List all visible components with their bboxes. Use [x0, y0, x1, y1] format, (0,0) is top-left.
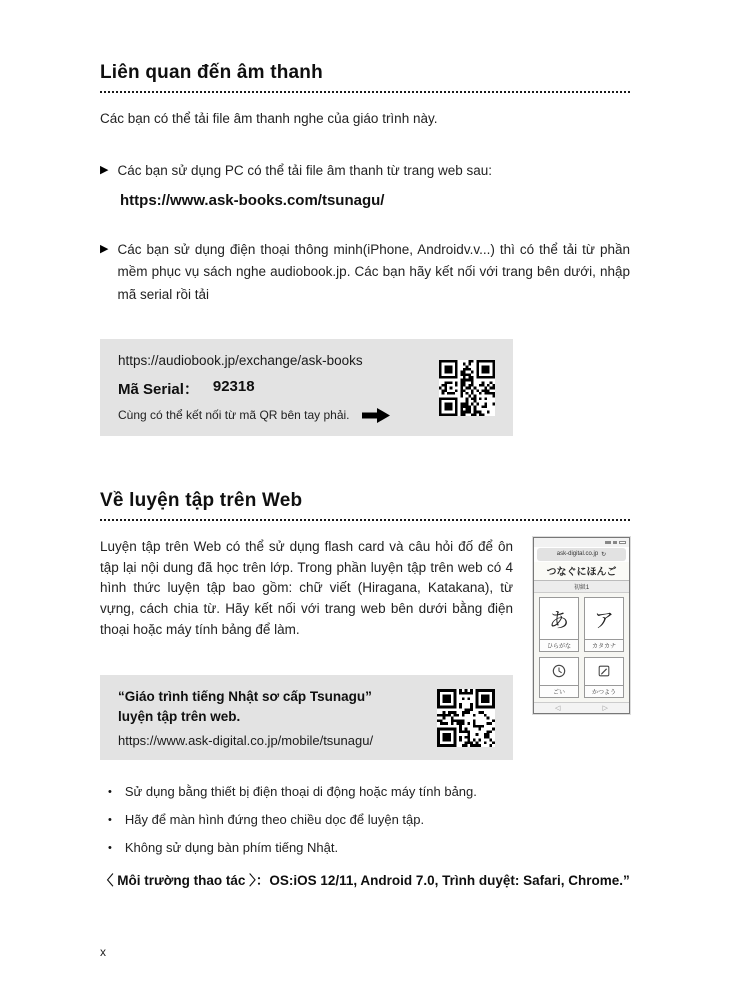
note-text: Hãy để màn hình đứng theo chiều dọc để luyện tập. [124, 812, 425, 828]
battery-icon [619, 541, 626, 544]
phone-status-bar [534, 538, 629, 547]
web-intro-text: Luyện tập trên Web có thể sử dụng flash card và câu hỏi đố để ôn tập lại nội dung đã học trên lớp. Trong phần luyện tập trên web có 4 hình thức luyện tập bao gồm: chữ viết (Hiragana, Katakana), từ vựng, cách chia từ. Hãy kết nối với trang web bên dưới bằng điện thoại hoặc máy tính bảng để làm. [100, 538, 513, 638]
dot-bullet-icon: • [108, 786, 112, 799]
web-practice-title-line2: luyện tập trên web. [118, 708, 241, 724]
back-icon: ◁ [555, 704, 561, 712]
forward-icon: ▷ [602, 704, 608, 712]
audio-bullet-smartphone [100, 239, 630, 307]
hiragana-glyph: あ [549, 609, 569, 632]
pencil-icon [585, 658, 623, 685]
audio-bullet-pc [100, 160, 630, 183]
phone-level-label: 初級1 [534, 581, 629, 593]
triangle-bullet-icon: ▶ [100, 242, 109, 255]
note-item [100, 840, 630, 857]
web-practice-left [118, 687, 423, 748]
card-vocabulary [539, 657, 579, 698]
note-item [100, 784, 630, 801]
phone-toolbar [534, 702, 629, 713]
signal-icon [605, 541, 611, 544]
page-number: x [100, 945, 106, 959]
card-hiragana [539, 597, 579, 653]
pc-download-url: https://www.ask-books.com/tsunagu/ [120, 191, 385, 209]
section-audio-title: Liên quan đến âm thanh [100, 62, 323, 83]
qr-note-row [118, 408, 425, 423]
section-audio [100, 62, 630, 436]
section-web [100, 490, 630, 889]
clock-icon [540, 658, 578, 685]
web-row [100, 537, 630, 761]
dot-bullet-icon: • [108, 814, 112, 827]
web-left-column [100, 537, 513, 761]
phone-address-text: ask-digital.co.jp [556, 551, 599, 558]
serial-value: 92318 [212, 377, 255, 395]
dotted-rule [100, 519, 630, 521]
content-column [100, 62, 630, 889]
audiobook-info-left [118, 353, 425, 423]
dotted-rule [100, 91, 630, 93]
environment-requirements: 〈 Môi trường thao tác 〉：OS:iOS 12/11, Android 7.0, Trình duyệt: Safari, Chrome.” [100, 873, 630, 889]
triangle-bullet-icon: ▶ [100, 163, 109, 176]
card-katakana-label: カタカナ [585, 639, 623, 651]
serial-label: Mã Serial： [118, 380, 199, 398]
dot-bullet-icon: • [108, 842, 112, 855]
audio-bullet-pc-text: Các bạn sử dụng PC có thể tải file âm thanh từ trang web sau: [117, 162, 493, 178]
note-text: Sử dụng bằng thiết bị điện thoại di động hoặc máy tính bảng. [124, 784, 477, 800]
katakana-glyph: ア [594, 609, 614, 632]
card-katakana [584, 597, 624, 653]
audiobook-info-box [100, 339, 513, 436]
qr-code-web-practice [437, 689, 495, 747]
web-practice-box [100, 675, 513, 760]
phone-card-grid [534, 593, 629, 702]
phone-screenshot [533, 537, 630, 714]
card-conjugation [584, 657, 624, 698]
audio-intro-text: Các bạn có thể tải file âm thanh nghe của giáo trình này. [100, 111, 438, 126]
web-practice-title-line1: “Giáo trình tiếng Nhật sơ cấp Tsunagu” [118, 689, 372, 705]
reload-icon: ↻ [601, 551, 607, 558]
note-item [100, 812, 630, 829]
qr-code-audiobook [439, 360, 495, 416]
note-text: Không sử dụng bàn phím tiếng Nhật. [124, 840, 339, 856]
audiobook-url: https://audiobook.jp/exchange/ask-books [118, 352, 363, 368]
phone-address-bar [537, 548, 626, 561]
card-hiragana-label: ひらがな [540, 639, 578, 651]
arrow-right-icon [362, 408, 390, 423]
web-practice-url: https://www.ask-digital.co.jp/mobile/tsunagu/ [118, 733, 374, 749]
section-web-title: Về luyện tập trên Web [100, 489, 303, 511]
card-conjugation-label: かつよう [585, 685, 623, 697]
web-notes-list [100, 784, 630, 857]
card-vocabulary-label: ごい [540, 685, 578, 697]
phone-app-title: つなぐにほんご [534, 562, 629, 581]
wifi-icon [613, 541, 617, 544]
qr-note-text: Cùng có thể kết nối từ mã QR bên tay phải. [118, 408, 350, 423]
audio-bullet-smartphone-text: Các bạn sử dụng điện thoại thông minh(iPhone, Androidv.v...) thì có thể tải từ phần mềm phục vụ sách nghe audiobook.jp. Các bạn hãy kết nối với trang bên dưới, nhập mã serial rồi tải [117, 241, 630, 302]
serial-row [118, 378, 425, 399]
